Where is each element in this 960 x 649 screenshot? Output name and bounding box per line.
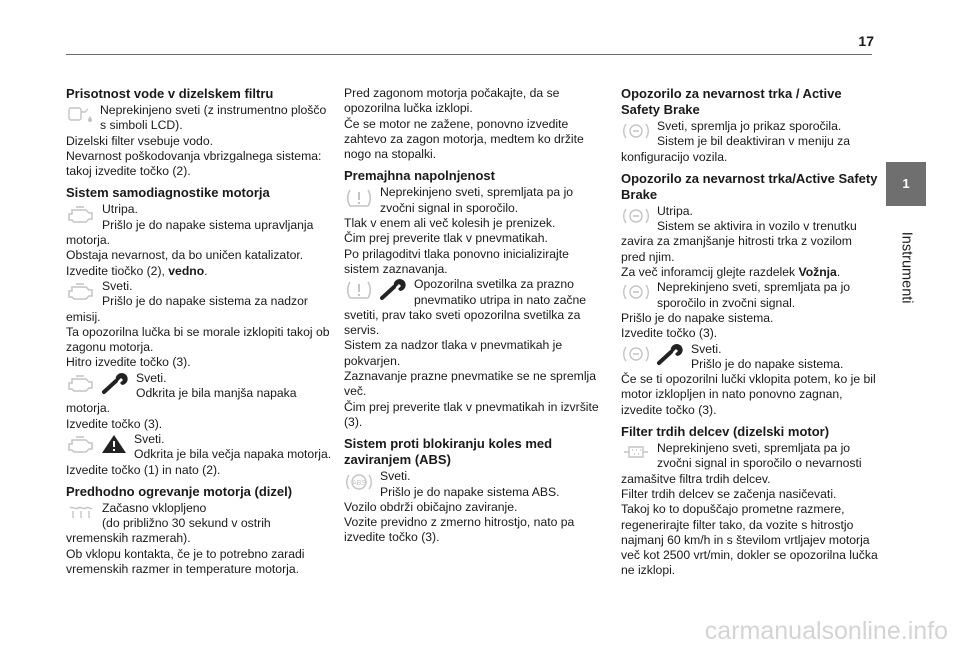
engine-check-icon <box>66 372 96 394</box>
tyre-pressure-icon <box>344 186 374 210</box>
engine-b-line-3: Ta opozorilna lučka bi se morale izklopiti takoj ob zagonu motorja. <box>66 324 330 355</box>
engine-check-icon <box>66 433 96 455</box>
engine-b-line-1: Sveti. <box>102 278 133 293</box>
engine-check-icon <box>66 203 96 225</box>
page-number: 17 <box>858 33 874 49</box>
preheat-note-1: Pred zagonom motorja počakajte, da se opozorilna lučka izklopi. <box>344 86 560 116</box>
wrench-icon <box>378 278 408 302</box>
tyre-a-line-3: Čim prej preverite tlak v pnevmatikah. <box>344 231 548 246</box>
collision2-b-line-3: Izvedite točko (3). <box>621 326 718 341</box>
watermark: carmanualsonline.info <box>704 616 948 645</box>
engine-d-line-2: Odkrita je bila večja napaka motorja. <box>134 447 332 462</box>
wrench-icon <box>100 372 130 396</box>
water-line-1: Neprekinjeno sveti (z instrumentno ploščo s simboli LCD). <box>100 103 327 133</box>
water-line-2: Dizelski filter vsebuje vodo. <box>66 133 213 148</box>
collision2-a-line-2: Sistem se aktivira in vozilo v trenutku zavira za zmanjšanje hitrosti trka z vozilom pred njim. <box>621 219 857 264</box>
engine-item-d <box>66 432 334 478</box>
tyre-b-line-1: Opozorilna svetilka za prazno pnevmatiko utripa in nato začne svetiti, prav tako sveti opozorilna svetilka za servis. <box>344 277 587 338</box>
collision2-a-ref <box>621 265 879 280</box>
collision-alert-icon <box>621 205 651 227</box>
tyre-b-line-3: Zaznavanje prazne pnevmatike se ne spremlja več. <box>344 369 597 399</box>
glow-plug-icon <box>66 502 96 522</box>
engine-a-line-3: Obstaja nevarnost, da bo uničen katalizator. <box>66 248 304 263</box>
abs-line-2: Prišlo je do napake sistema ABS. <box>380 484 560 499</box>
engine-a-line-1: Utripa. <box>102 202 138 217</box>
heading-particle-filter: Filter trdih delcev (dizelski motor) <box>621 424 830 440</box>
chapter-tab[interactable]: 1 <box>886 162 926 206</box>
collision2-c-line-3: Če se ti opozorilni lučki vklopita potem, ko je bil motor izklopljen in nato ponovno zagnan, izvedite točko (3). <box>621 372 876 417</box>
collision1-line-2: Sistem je bil deaktiviran v meniju za konfiguracijo vozila. <box>621 134 851 164</box>
collision-alert-icon <box>621 120 651 142</box>
collision1-line-1: Sveti, spremlja jo prikaz sporočila. <box>657 119 842 133</box>
tyre-item-b <box>344 277 606 430</box>
preheat-line-2: (do približno 30 sekund v ostrih vremenskih razmerah). <box>66 516 271 546</box>
section-water-in-filter <box>66 103 334 179</box>
column-1 <box>66 86 334 577</box>
heading-abs: Sistem proti blokiranju koles med zaviranjem (ABS) <box>344 436 553 468</box>
section-collision-risk-1 <box>621 119 879 165</box>
engine-a-action-end: . <box>204 263 208 278</box>
wrench-icon <box>655 343 685 367</box>
heading-preheating: Predhodno ogrevanje motorja (dizel) <box>66 483 293 499</box>
collision2-item-a <box>621 204 879 280</box>
collision2-c-line-2: Prišlo je do napake sistema. <box>691 356 844 371</box>
tyre-item-a <box>344 185 606 277</box>
engine-item-b <box>66 279 334 371</box>
preheat-line-1: Začasno vklopljeno <box>102 500 207 515</box>
svg-text:ABS: ABS <box>351 480 367 488</box>
chapter-label <box>878 218 934 318</box>
heading-collision-risk-2: Opozorilo za nevarnost trka/Active Safety Brake <box>621 170 878 202</box>
engine-b-line-2: Prišlo je do napake sistema za nadzor emisij. <box>66 294 308 324</box>
column-3 <box>621 86 879 579</box>
section-abs <box>344 469 606 545</box>
collision2-c-line-1: Sveti. <box>691 341 722 356</box>
tyre-b-line-4: Čim prej preverite tlak v pnevmatikah in izvršite (3). <box>344 399 599 429</box>
tyre-b-line-2: Sistem za nadzor tlaka v pnevmatikah je pokvarjen. <box>344 338 563 368</box>
preheat-note-2: Če se motor ne zažene, ponovno izvedite zahtevo za zagon motorja, medtem ko držite nogo na stopalki. <box>344 116 584 162</box>
tyre-a-line-2: Tlak v enem ali več kolesih je prenizek. <box>344 216 556 231</box>
preheat-line-3: Ob vklopu kontakta, če je to potrebno zaradi vremenskih razmer in temperature motorja. <box>66 546 305 577</box>
engine-b-line-4: Hitro izvedite točko (3). <box>66 355 191 370</box>
dpf-line-2: Filter trdih delcev se začenja nasičevati. <box>621 486 837 501</box>
abs-line-4: Vozite previdno z zmerno hitrostjo, nato pa izvedite točko (3). <box>344 515 575 545</box>
collision2-b-line-1: Neprekinjeno sveti, spremljata pa jo sporočilo in zvočni signal. <box>657 280 851 310</box>
collision-alert-icon <box>621 343 651 365</box>
header-rule <box>66 54 872 55</box>
tyre-pressure-icon <box>344 278 374 302</box>
collision2-item-b <box>621 280 879 341</box>
dpf-line-1: Neprekinjeno sveti, spremljata pa jo zvočni signal in sporočilo o nevarnosti zamašitve filtra trdih delcev. <box>621 441 862 486</box>
abs-line-3: Vozilo obdrži običajno zaviranje. <box>344 499 518 514</box>
collision2-b-line-2: Prišlo je do napake sistema. <box>621 310 774 325</box>
heading-engine-self-diagnosis: Sistem samodiagnostike motorja <box>66 185 270 201</box>
engine-c-line-3: Izvedite točko (3). <box>66 416 163 431</box>
abs-icon <box>344 470 374 494</box>
collision2-a-ref-bold[interactable]: Vožnja <box>798 265 837 280</box>
collision-alert-icon <box>621 281 651 303</box>
heading-water-in-filter: Prisotnost vode v dizelskem filtru <box>66 86 274 101</box>
collision2-a-ref-text: Za več inforamcij glejte razdelek <box>621 265 799 280</box>
collision2-a-ref-end: . <box>836 265 841 280</box>
section-preheating <box>66 501 334 577</box>
heading-collision-risk-1: Opozorilo za nevarnost trka / Active Safety Brake <box>621 86 842 117</box>
chapter-label-text: Instrumenti <box>898 232 915 304</box>
engine-a-line-2: Prišlo je do napake sistema upravljanja motorja. <box>66 217 314 248</box>
engine-c-line-1: Sveti. <box>136 370 167 385</box>
heading-under-inflation: Premajhna napolnjenost <box>344 168 495 184</box>
engine-item-a <box>66 202 334 278</box>
engine-item-c <box>66 371 334 432</box>
collision2-a-line-1: Utripa. <box>657 203 693 218</box>
engine-a-action-text: Izvedite tiočko (2), <box>66 263 169 278</box>
dpf-line-3: Takoj ko to dopuščajo prometne razmere, regenerirajte filter tako, da vozite s hitrostjo najmanj 60 km/h in s številom vrtljajev motorja več kot 2500 vrt/min, dokler se opozorilna lučka ne izklopi. <box>621 502 878 578</box>
engine-a-action-bold: vedno <box>168 263 205 278</box>
engine-check-icon <box>66 280 96 302</box>
engine-c-line-2: Odkrita je bila manjša napaka motorja. <box>66 386 297 416</box>
engine-a-action <box>66 264 334 279</box>
water-in-fuel-icon <box>66 104 94 124</box>
column-2 <box>344 86 606 546</box>
engine-d-line-3: Izvedite točko (1) in nato (2). <box>66 462 221 477</box>
collision2-item-c <box>621 342 879 418</box>
abs-line-1: Sveti. <box>380 469 411 484</box>
section-particle-filter <box>621 441 879 579</box>
tyre-a-line-1: Neprekinjeno sveti, spremljata pa jo zvočni signal in sporočilo. <box>380 185 574 215</box>
tyre-a-line-4: Po prilagoditvi tlaka ponovno inicializirajte sistem zaznavanja. <box>344 246 569 276</box>
particle-filter-icon <box>621 442 651 462</box>
engine-d-line-1: Sveti. <box>134 431 165 446</box>
water-line-3: Nevarnost poškodovanja vbrizgalnega sistema: takoj izvedite točko (2). <box>66 148 322 179</box>
warning-triangle-icon <box>100 433 128 455</box>
